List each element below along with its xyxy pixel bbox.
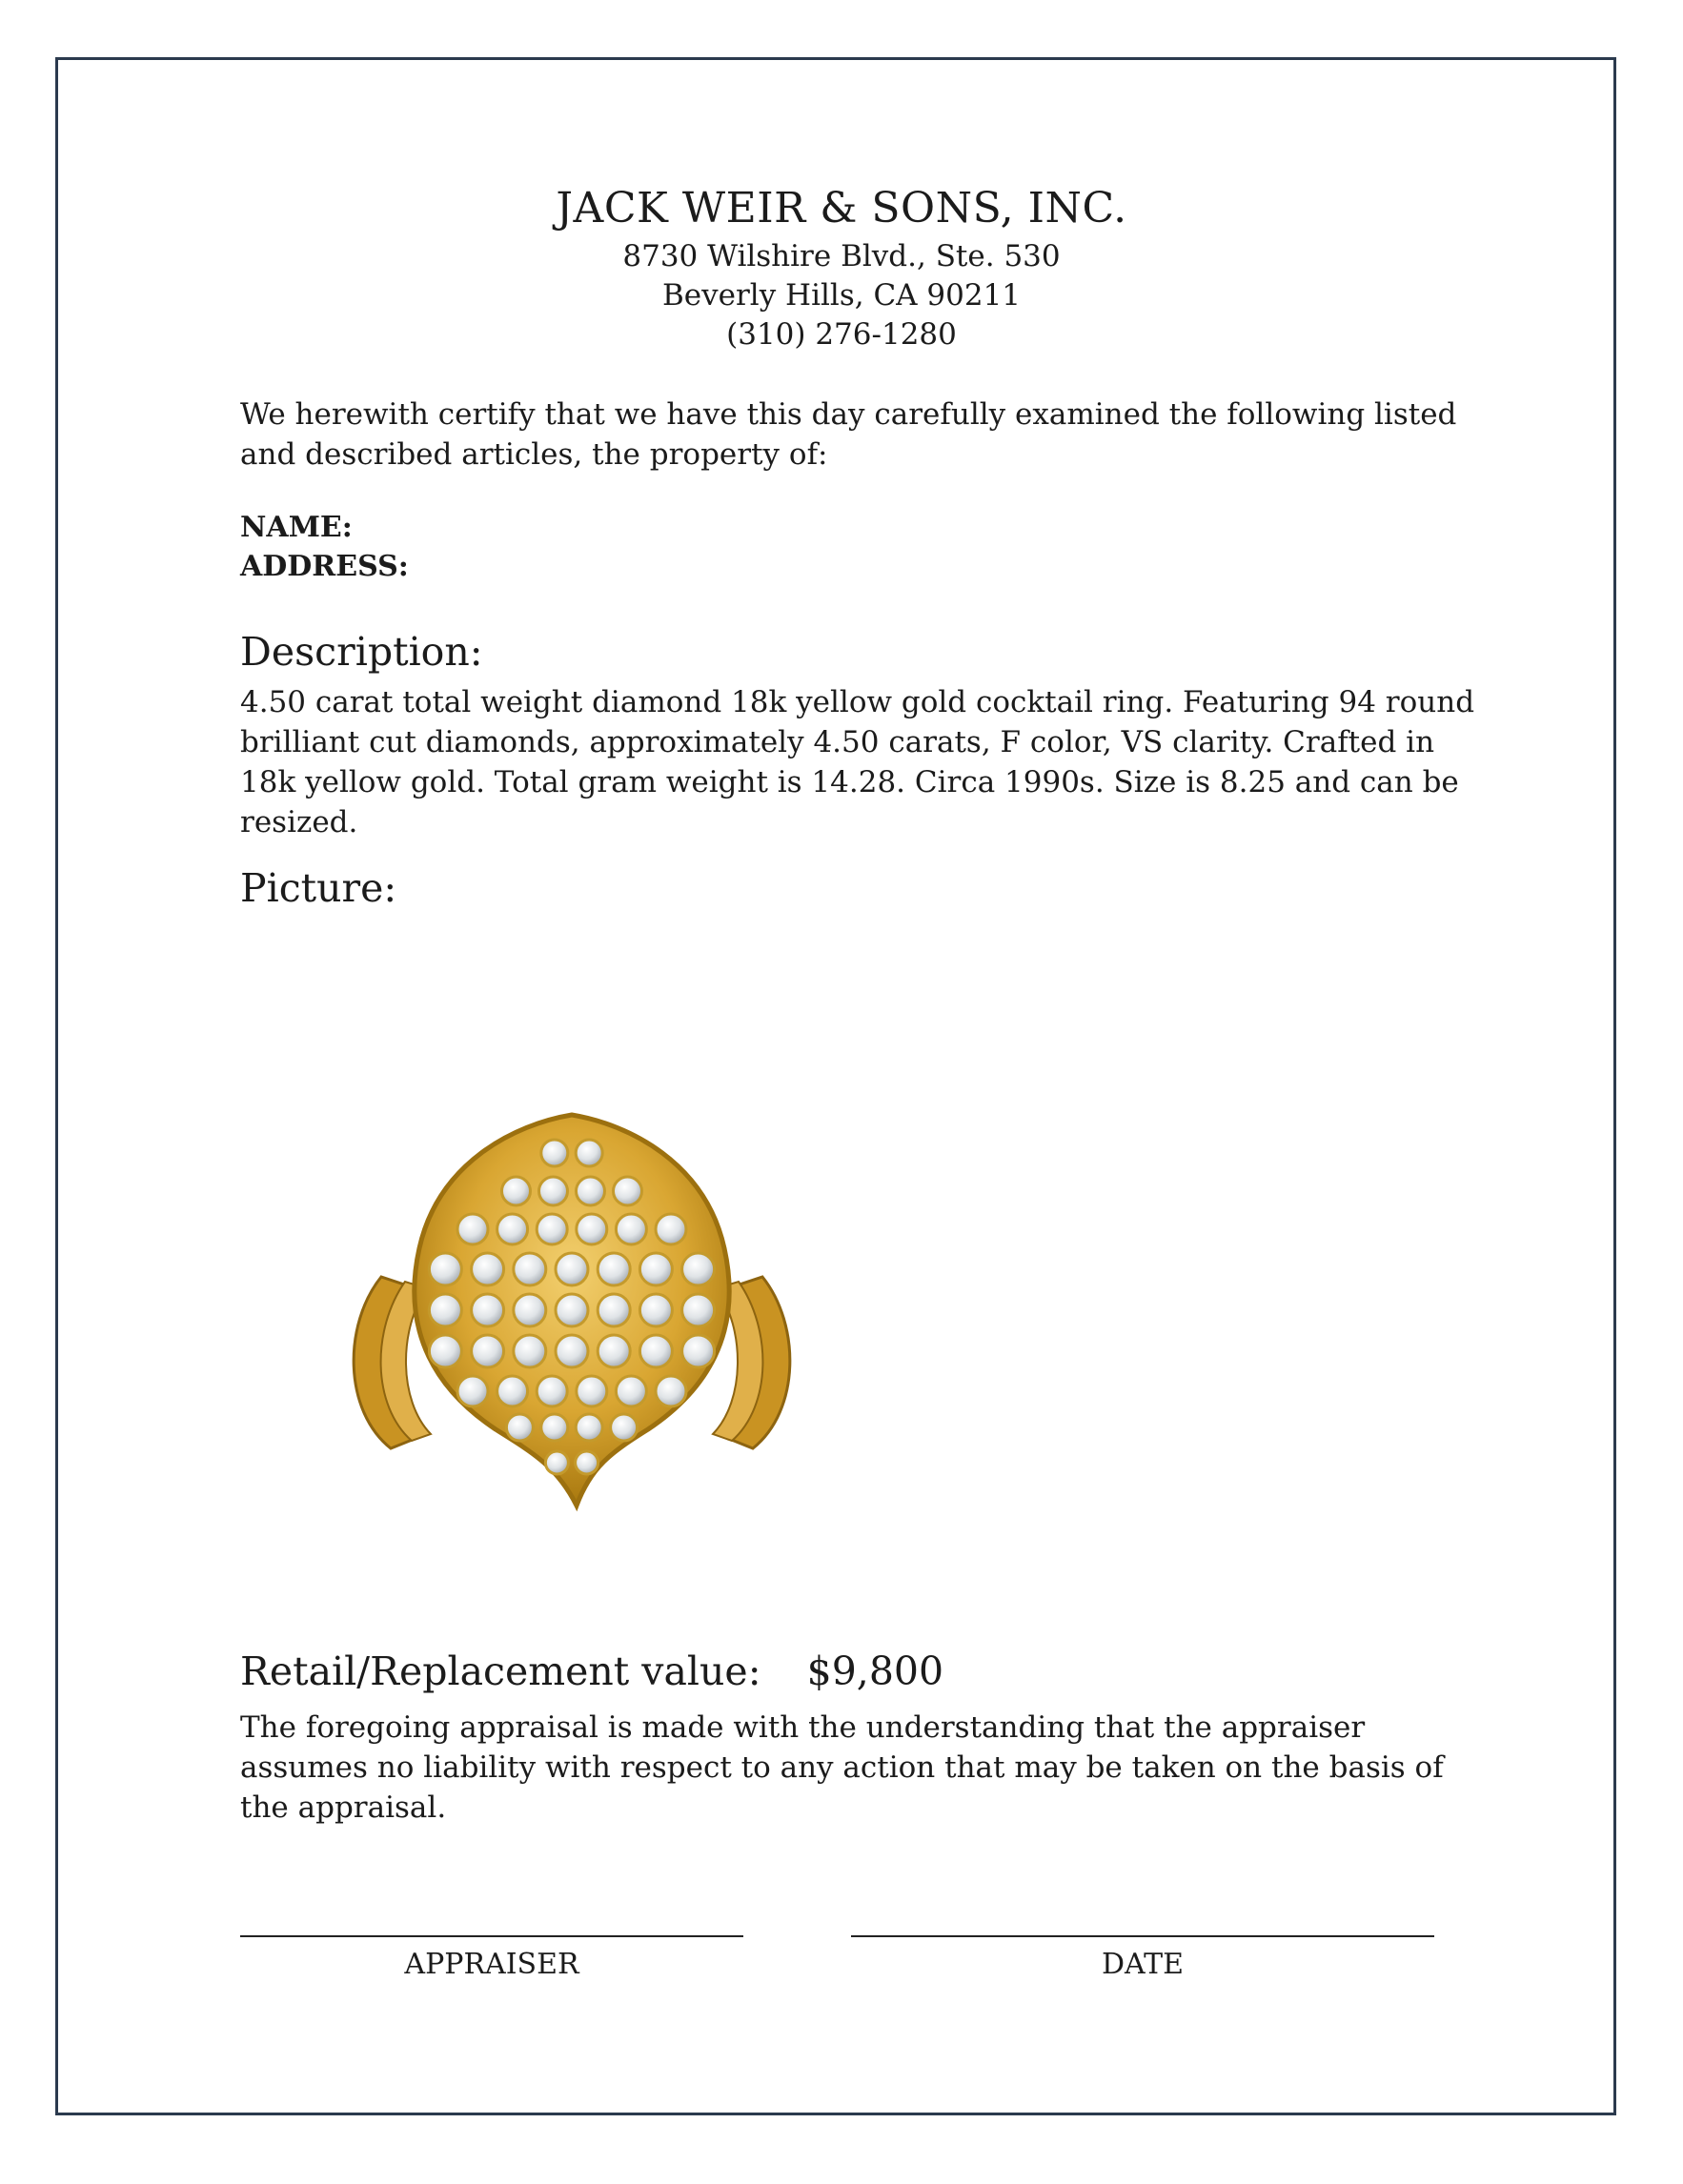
value-label: Retail/Replacement value: bbox=[240, 1648, 761, 1694]
value-line bbox=[240, 1648, 943, 1694]
pave-diamond bbox=[472, 1294, 504, 1326]
pave-diamond bbox=[429, 1335, 461, 1367]
pave-diamond bbox=[514, 1294, 546, 1326]
ring-photo bbox=[324, 1086, 820, 1544]
appraiser-signature-line bbox=[240, 1935, 743, 1937]
pave-diamond bbox=[639, 1294, 672, 1326]
pave-diamond bbox=[556, 1335, 588, 1367]
pave-diamond bbox=[497, 1376, 528, 1406]
pave-diamond bbox=[598, 1294, 630, 1326]
pave-diamond bbox=[576, 1414, 602, 1441]
pave-diamond bbox=[682, 1253, 715, 1285]
description-text: 4.50 carat total weight diamond 18k yellow gold cocktail ring. Featuring 94 round brilliant cut diamonds, approximately 4.50 carats, F color, VS clarity. Crafted in 18k yellow gold. Total gram weight is 14.28. Circa 1990s. Size is 8.25 and can be resized. bbox=[240, 685, 1475, 839]
pave-diamond bbox=[682, 1294, 715, 1326]
pave-diamond bbox=[639, 1335, 672, 1367]
pave-diamond bbox=[614, 1177, 642, 1205]
pave-diamond bbox=[577, 1214, 607, 1244]
pave-diamond bbox=[556, 1253, 588, 1285]
pave-diamond bbox=[537, 1214, 567, 1244]
pave-diamond bbox=[576, 1140, 602, 1166]
pave-diamond bbox=[541, 1140, 568, 1166]
pave-diamond bbox=[457, 1376, 488, 1406]
company-address-line1: 8730 Wilshire Blvd., Ste. 530 bbox=[622, 239, 1061, 273]
pave-diamond bbox=[502, 1177, 531, 1205]
pave-diamond bbox=[514, 1253, 546, 1285]
date-signature-line bbox=[851, 1935, 1434, 1937]
pave-diamond bbox=[616, 1376, 646, 1406]
pave-diamond bbox=[429, 1294, 461, 1326]
pave-diamond bbox=[541, 1414, 568, 1441]
certification-statement: We herewith certify that we have this day carefully examined the following listed and described articles, the property of: bbox=[240, 397, 1457, 472]
company-address-line2: Beverly Hills, CA 90211 bbox=[661, 278, 1022, 313]
pave-diamond bbox=[577, 1177, 605, 1205]
value-amount: $9,800 bbox=[806, 1648, 944, 1694]
pave-diamond bbox=[506, 1414, 533, 1441]
disclaimer-text: The foregoing appraisal is made with the understanding that the appraiser assumes no liability with respect to any action that may be taken on the basis of the appraisal. bbox=[240, 1710, 1444, 1825]
pave-diamond bbox=[497, 1214, 528, 1244]
diamond-pave-ring-icon bbox=[324, 1086, 820, 1544]
company-phone: (310) 276-1280 bbox=[726, 317, 957, 352]
company-name: JACK WEIR & SONS, INC. bbox=[556, 184, 1127, 233]
appraiser-label: APPRAISER bbox=[404, 1948, 579, 1981]
pave-diamond bbox=[598, 1335, 630, 1367]
pave-diamond bbox=[514, 1335, 546, 1367]
picture-heading: Picture: bbox=[240, 865, 397, 911]
pave-diamond bbox=[576, 1451, 598, 1474]
pave-diamond bbox=[616, 1214, 646, 1244]
pave-diamond bbox=[545, 1451, 568, 1474]
pave-diamond bbox=[556, 1294, 588, 1326]
pave-diamond bbox=[472, 1335, 504, 1367]
pave-diamond bbox=[656, 1214, 686, 1244]
owner-name-label: NAME: bbox=[240, 511, 353, 544]
pave-diamond bbox=[577, 1376, 607, 1406]
description-heading: Description: bbox=[240, 629, 483, 675]
pave-diamond bbox=[682, 1335, 715, 1367]
pave-diamond bbox=[457, 1214, 488, 1244]
pave-diamond bbox=[639, 1253, 672, 1285]
pave-diamond bbox=[429, 1253, 461, 1285]
pave-diamond bbox=[472, 1253, 504, 1285]
date-label: DATE bbox=[1102, 1948, 1184, 1981]
pave-diamond bbox=[539, 1177, 568, 1205]
pave-diamond bbox=[537, 1376, 567, 1406]
owner-address-label: ADDRESS: bbox=[240, 550, 409, 583]
pave-diamond bbox=[656, 1376, 686, 1406]
pave-diamond bbox=[598, 1253, 630, 1285]
pave-diamond bbox=[611, 1414, 638, 1441]
